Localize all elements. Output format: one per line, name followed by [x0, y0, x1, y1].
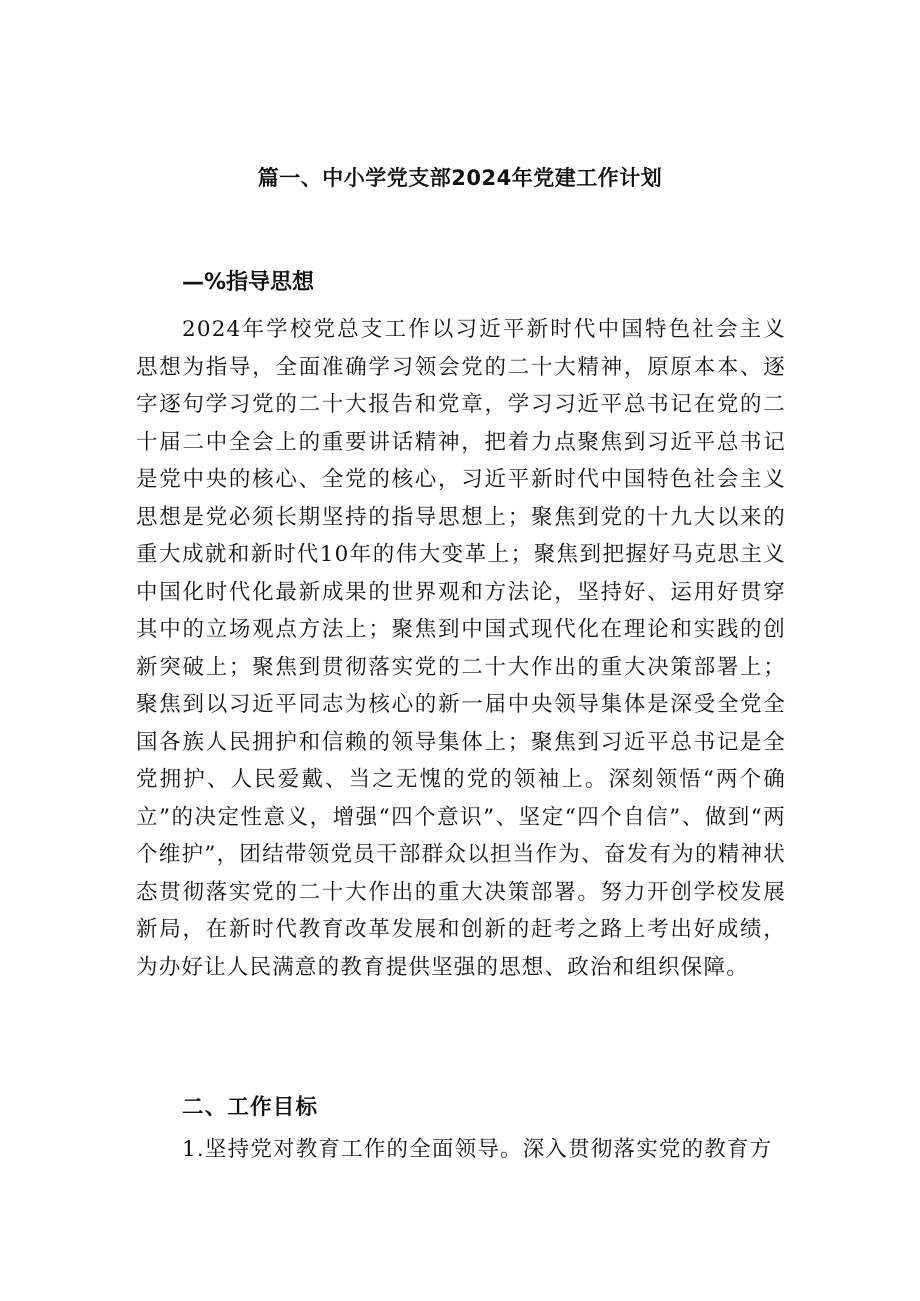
- list-item-goal-1: 1.坚持党对教育工作的全面领导。深入贯彻落实党的教育方: [182, 1137, 773, 1162]
- section-heading-work-goals: 二、工作目标: [182, 1095, 319, 1120]
- paragraph-guiding-ideology: 2024年学校党总支工作以习近平新时代中国特色社会主义思想为指导，全面准确学习领会党的二十大精神，原原本本、逐字逐句学习党的二十大报告和党章，学习习近平总书记在党的二十届二中全会上的重要讲话精神，把着力点聚焦到习近平总书记是党中央的核心、全党的核心，习近平新时代中国特色社会主义思想是党必须长期坚持的指导思想上；聚焦到党的十九大以来的重大成就和新时代10年的伟大变革上；聚焦到把握好马克思主义中国化时代化最新成果的世界观和方法论，坚持好、运用好贯穿其中的立场观点方法上；聚焦到中国式现代化在理论和实践的创新突破上；聚焦到贯彻落实党的二十大作出的重大决策部署上；聚焦到以习近平同志为核心的新一届中央领导集体是深受全党全国各族人民拥护和信赖的领导集体上；聚焦到习近平总书记是全党拥护、人民爱戴、当之无愧的党的领袖上。深刻领悟“两个确立”的决定性意义，增强“四个意识”、坚定“四个自信”、做到“两个维护”，团结带领党员干部群众以担当作为、奋发有为的精神状态贯彻落实党的二十大作出的重大决策部署。努力开创学校发展新局，在新时代教育改革发展和创新的赶考之路上考出好成绩，为办好让人民满意的教育提供坚强的思想、政治和组织保障。: [136, 317, 786, 980]
- section-heading-guiding-ideology: —%指导思想: [182, 270, 315, 295]
- document-title: 篇一、中小学党支部2024年党建工作计划: [257, 166, 663, 190]
